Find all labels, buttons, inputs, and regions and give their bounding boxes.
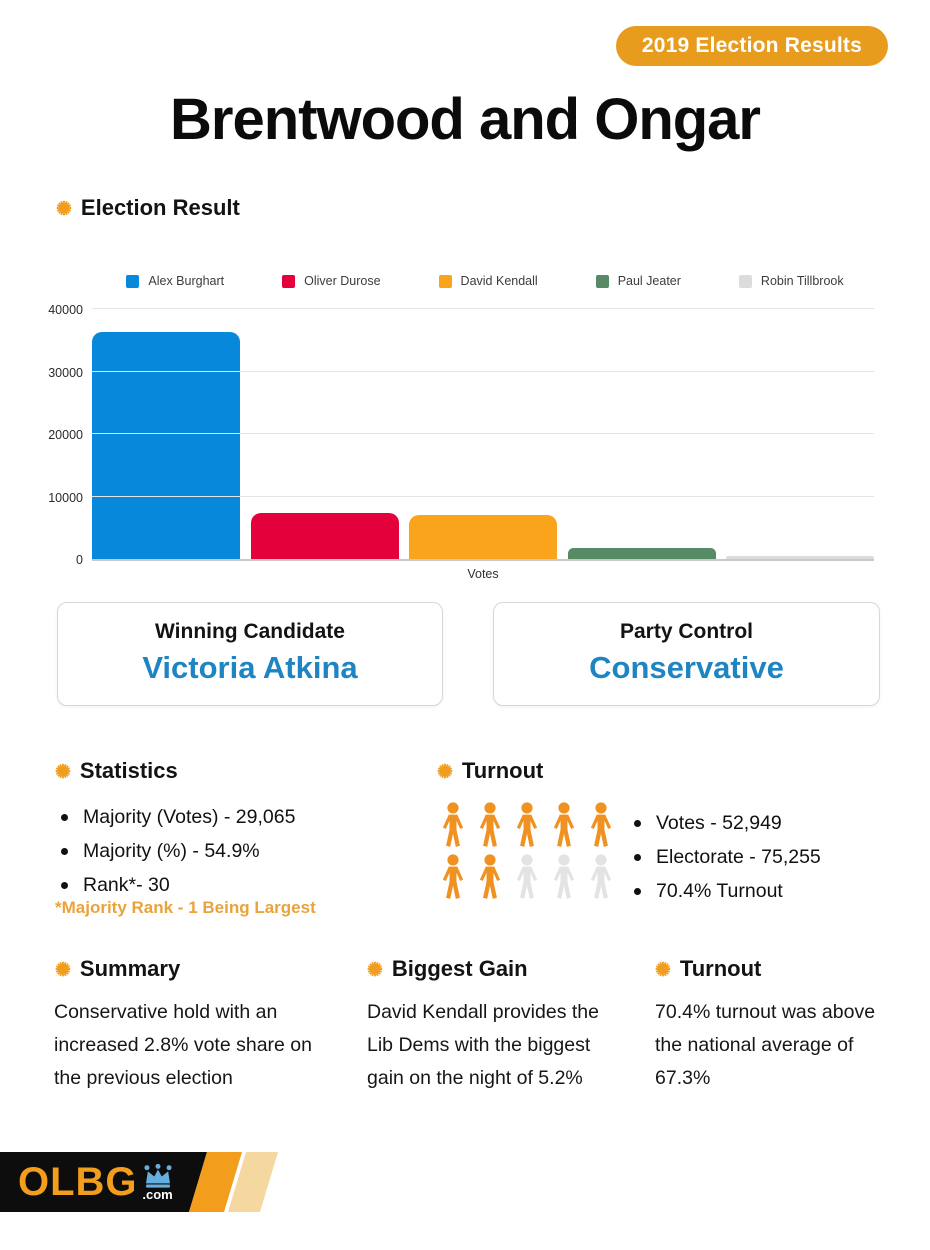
turnout-pictogram — [437, 802, 627, 906]
summary-heading — [55, 956, 180, 982]
gridline — [92, 496, 874, 497]
list-item: Majority (%) - 54.9% — [57, 840, 295, 863]
person-icon — [437, 854, 469, 900]
starburst-icon: ✺ — [437, 761, 453, 783]
person-icon — [437, 802, 469, 848]
page-title: Brentwood and Ongar — [170, 87, 760, 152]
legend-item — [596, 274, 681, 288]
starburst-icon: ✺ — [655, 959, 671, 981]
person-icon — [585, 802, 617, 848]
summary-heading-label: Summary — [79, 956, 181, 981]
people-row — [437, 802, 627, 848]
person-icon — [585, 854, 617, 900]
olbg-logo — [0, 1152, 300, 1212]
person-icon — [548, 802, 580, 848]
winning-candidate-card — [57, 602, 443, 706]
turnout-list — [630, 812, 821, 914]
chart-legend — [90, 274, 880, 288]
list-item: Rank*- 30 — [57, 874, 295, 897]
list-item: Electorate - 75,255 — [630, 846, 821, 869]
legend-swatch — [739, 275, 752, 288]
turnout-note-text: 70.4% turnout was above the national average of 67.3% — [655, 1001, 876, 1089]
person-icon — [511, 802, 543, 848]
logo-right — [141, 1164, 175, 1202]
legend-label: Oliver Durose — [304, 274, 381, 288]
gridline — [92, 371, 874, 372]
election-result-heading — [56, 195, 240, 221]
person-icon — [548, 854, 580, 900]
y-axis-tick: 0 — [76, 553, 83, 567]
statistics-list — [57, 806, 295, 908]
person-icon — [474, 802, 506, 848]
biggest-gain-heading-label: Biggest Gain — [391, 956, 528, 981]
legend-label: Alex Burghart — [148, 274, 225, 288]
party-control-title: Party Control — [619, 620, 753, 643]
bar-alex-burghart — [92, 332, 240, 559]
legend-label: David Kendall — [460, 274, 538, 288]
legend-swatch — [126, 275, 139, 288]
y-axis-tick: 30000 — [48, 365, 83, 380]
logo-content — [18, 1152, 175, 1212]
legend-item — [739, 274, 844, 288]
statistics-heading — [55, 758, 178, 784]
majority-rank-note: *Majority Rank - 1 Being Largest — [55, 898, 316, 917]
starburst-icon: ✺ — [367, 959, 383, 981]
turnout-note-heading — [655, 956, 761, 982]
list-item: 70.4% Turnout — [630, 880, 821, 903]
winning-candidate-title: Winning Candidate — [155, 620, 345, 643]
list-item: Votes - 52,949 — [630, 812, 821, 835]
y-axis-tick: 20000 — [48, 428, 83, 442]
summary-text: Conservative hold with an increased 2.8% vote share on the previous election — [54, 1001, 312, 1089]
bar-group — [92, 311, 874, 559]
turnout-heading — [437, 758, 543, 784]
legend-swatch — [439, 275, 452, 288]
starburst-icon: ✺ — [55, 761, 71, 783]
y-axis-tick: 40000 — [48, 303, 83, 317]
person-icon — [474, 854, 506, 900]
logo-suffix: .com — [142, 1187, 173, 1202]
bar-david-kendall — [409, 515, 557, 559]
legend-label: Robin Tillbrook — [760, 274, 844, 288]
x-axis-label: Votes — [467, 567, 499, 581]
logo-text: OLBG — [18, 1160, 138, 1204]
y-axis-tick: 10000 — [48, 490, 83, 505]
legend-label: Paul Jeater — [617, 274, 681, 288]
gridline — [92, 433, 874, 434]
legend-swatch — [282, 275, 295, 288]
legend-item — [126, 274, 224, 288]
party-control-card — [493, 602, 880, 706]
bar-oliver-durose — [251, 513, 399, 559]
turnout-heading-label: Turnout — [461, 758, 544, 783]
list-item: Majority (Votes) - 29,065 — [57, 806, 295, 829]
winning-candidate-value: Victoria Atkina — [142, 650, 358, 685]
statistics-heading-label: Statistics — [79, 758, 178, 783]
legend-item — [439, 274, 538, 288]
gridline — [92, 308, 874, 309]
legend-swatch — [596, 275, 609, 288]
votes-bar-chart — [40, 262, 885, 597]
plot-area — [48, 303, 874, 567]
biggest-gain-heading — [367, 956, 528, 982]
bar-paul-jeater — [568, 548, 716, 559]
biggest-gain-text: David Kendall provides the Lib Dems with the biggest gain on the night of 5.2% — [367, 1001, 599, 1089]
crown-icon — [141, 1164, 175, 1188]
starburst-icon: ✺ — [56, 198, 72, 220]
turnout-note-heading-label: Turnout — [679, 956, 762, 981]
legend-item — [282, 274, 380, 288]
person-icon — [511, 854, 543, 900]
people-row — [437, 854, 627, 900]
bar-robin-tillbrook — [726, 556, 874, 559]
election-result-heading-label: Election Result — [80, 195, 240, 220]
party-control-value: Conservative — [589, 650, 784, 685]
year-results-badge: 2019 Election Results — [616, 26, 888, 66]
starburst-icon: ✺ — [55, 959, 71, 981]
